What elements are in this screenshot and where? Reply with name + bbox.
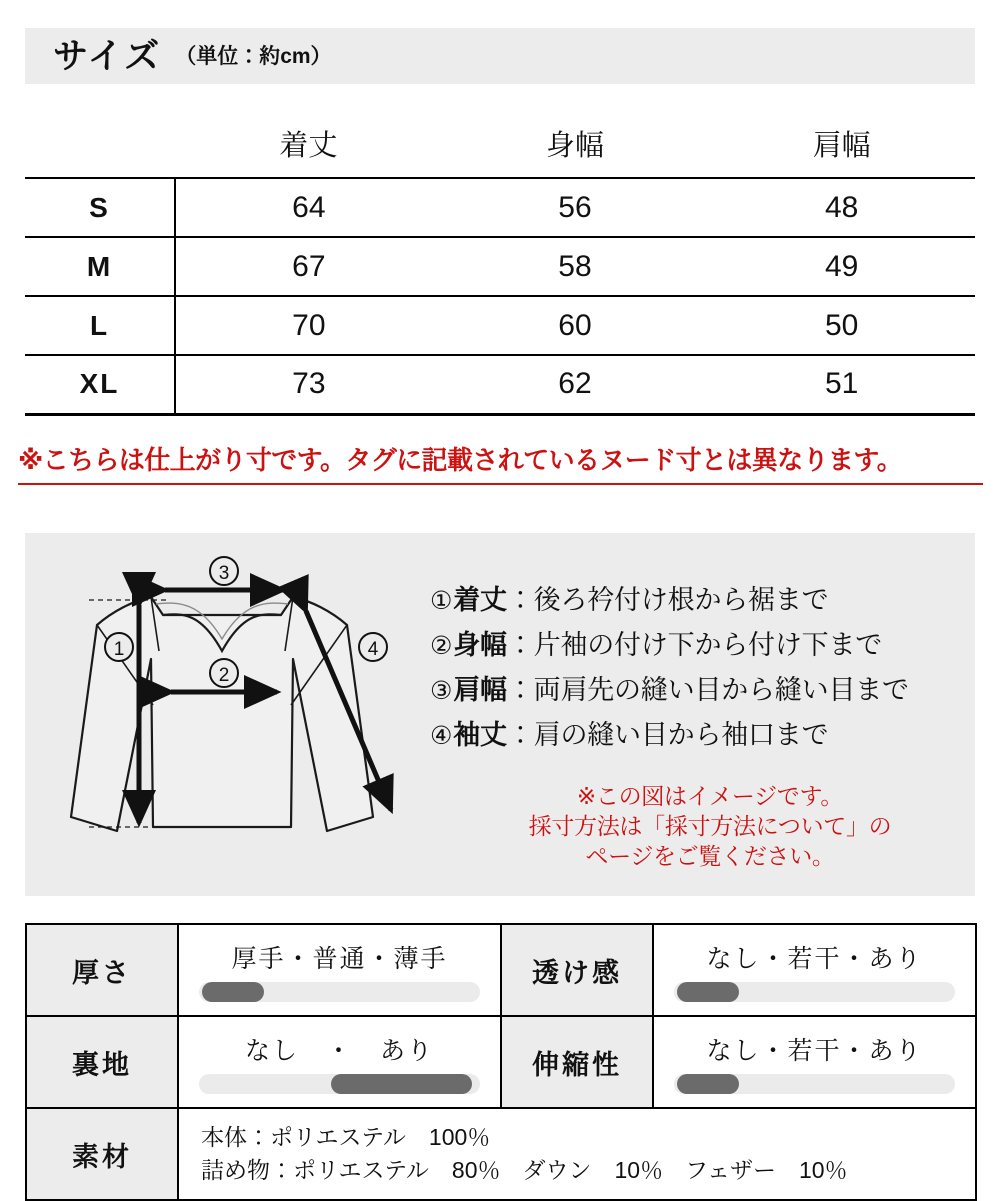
attribute-row-thickness-sheerness xyxy=(26,924,976,1016)
size-table xyxy=(25,110,975,416)
column-header-length: 着丈 xyxy=(279,130,338,162)
cell-s-length: 64 xyxy=(175,178,442,237)
legend-desc-3: 両肩先の縫い目から縫い目まで xyxy=(533,675,909,705)
attribute-label-stretch: 伸縮性 xyxy=(501,1016,653,1108)
finished-size-notice: ※こちらは仕上がり寸です。タグに記載されているヌード寸とは異なります。 xyxy=(18,440,983,485)
attribute-label-material: 素材 xyxy=(26,1108,178,1200)
material-line-body: 本体：ポリエステル 100％ xyxy=(201,1124,491,1150)
legend-sep-2: ： xyxy=(506,630,534,660)
marker-4-icon xyxy=(359,633,387,661)
cell-m-length: 67 xyxy=(175,237,442,296)
size-label-m: M xyxy=(25,237,175,296)
page-title: サイズ xyxy=(53,36,162,76)
attributes-table xyxy=(25,923,977,1201)
marker-1-icon xyxy=(105,633,133,661)
scale-bar-stretch xyxy=(674,1074,955,1094)
attribute-value-material xyxy=(178,1108,976,1200)
scale-bar-sheerness xyxy=(674,982,955,1002)
legend-item-3 xyxy=(430,668,970,713)
legend-item-1 xyxy=(430,578,970,623)
diagram-disclaimer-line-2: 採寸方法は「採寸方法について」の xyxy=(528,813,892,839)
attribute-value-thickness xyxy=(178,924,501,1016)
size-header-band xyxy=(25,28,975,84)
legend-sep-4: ： xyxy=(506,720,534,750)
measurement-legend xyxy=(430,578,970,758)
attribute-label-sheerness: 透け感 xyxy=(501,924,653,1016)
attribute-value-lining xyxy=(178,1016,501,1108)
cell-m-width: 58 xyxy=(442,237,709,296)
attribute-value-sheerness xyxy=(653,924,976,1016)
cell-s-shoulder: 48 xyxy=(708,178,975,237)
scale-knob-stretch xyxy=(677,1074,739,1094)
size-table-header-row xyxy=(25,110,975,178)
column-header-width: 身幅 xyxy=(545,130,604,162)
shirt-diagram-icon xyxy=(55,555,415,880)
scale-bar-thickness xyxy=(199,982,480,1002)
svg-text:4: 4 xyxy=(367,639,379,660)
legend-item-4 xyxy=(430,713,970,758)
table-row xyxy=(25,178,975,237)
legend-term-3: 肩幅 xyxy=(453,675,507,705)
attribute-value-stretch xyxy=(653,1016,976,1108)
measurement-diagram-panel xyxy=(25,533,975,896)
material-line-filling xyxy=(201,1154,975,1187)
scale-options-thickness: 厚手・普通・薄手 xyxy=(231,944,448,973)
scale-bar-lining xyxy=(199,1074,480,1094)
unit-note: （単位：約cm） xyxy=(175,44,332,68)
scale-knob-thickness xyxy=(202,982,264,1002)
attribute-row-material xyxy=(26,1108,976,1200)
cell-xl-length: 73 xyxy=(175,355,442,414)
legend-sep-3: ： xyxy=(506,675,534,705)
cell-m-shoulder: 49 xyxy=(708,237,975,296)
material-filling-polyester: 詰め物：ポリエステル 80％ xyxy=(201,1157,501,1183)
cell-xl-shoulder: 51 xyxy=(708,355,975,414)
legend-desc-1: 後ろ衿付け根から裾まで xyxy=(533,585,829,615)
table-row xyxy=(25,237,975,296)
scale-knob-sheerness xyxy=(677,982,739,1002)
svg-text:1: 1 xyxy=(113,639,125,660)
attribute-row-lining-stretch xyxy=(26,1016,976,1108)
legend-term-1: 着丈 xyxy=(453,585,507,615)
legend-term-4: 袖丈 xyxy=(453,720,507,750)
attribute-label-thickness: 厚さ xyxy=(26,924,178,1016)
size-label-l: L xyxy=(25,296,175,355)
legend-desc-4: 肩の縫い目から袖口まで xyxy=(533,720,829,750)
legend-item-2 xyxy=(430,623,970,668)
scale-options-lining: なし ・ あり xyxy=(244,1036,434,1065)
svg-text:2: 2 xyxy=(218,665,230,686)
material-filling-feather: フェザー 10％ xyxy=(685,1157,848,1183)
column-header-shoulder: 肩幅 xyxy=(812,130,871,162)
marker-2-icon xyxy=(210,659,238,687)
legend-marker-3: ③ xyxy=(430,677,453,705)
cell-l-shoulder: 50 xyxy=(708,296,975,355)
scale-options-sheerness: なし・若干・あり xyxy=(706,944,923,973)
legend-marker-1: ① xyxy=(430,587,453,615)
size-label-s: S xyxy=(25,178,175,237)
diagram-disclaimer-line-3: ページをご覧ください。 xyxy=(585,843,835,869)
cell-l-length: 70 xyxy=(175,296,442,355)
cell-l-width: 60 xyxy=(442,296,709,355)
attribute-label-lining: 裏地 xyxy=(26,1016,178,1108)
legend-term-2: 身幅 xyxy=(453,630,507,660)
table-row xyxy=(25,355,975,414)
scale-knob-lining xyxy=(331,1074,472,1094)
legend-desc-2: 片袖の付け下から付け下まで xyxy=(533,630,883,660)
table-row xyxy=(25,296,975,355)
cell-xl-width: 62 xyxy=(442,355,709,414)
material-filling-down: ダウン 10％ xyxy=(522,1157,664,1183)
column-header-size xyxy=(25,110,175,178)
size-label-xl: XL xyxy=(25,355,175,414)
diagram-disclaimer xyxy=(430,781,990,871)
marker-3-icon xyxy=(210,557,238,585)
cell-s-width: 56 xyxy=(442,178,709,237)
legend-sep-1: ： xyxy=(506,585,534,615)
scale-options-stretch: なし・若干・あり xyxy=(706,1036,923,1065)
legend-marker-2: ② xyxy=(430,632,453,660)
diagram-disclaimer-line-1: ※この図はイメージです。 xyxy=(576,783,844,809)
svg-text:3: 3 xyxy=(218,563,230,584)
legend-marker-4: ④ xyxy=(430,722,453,750)
